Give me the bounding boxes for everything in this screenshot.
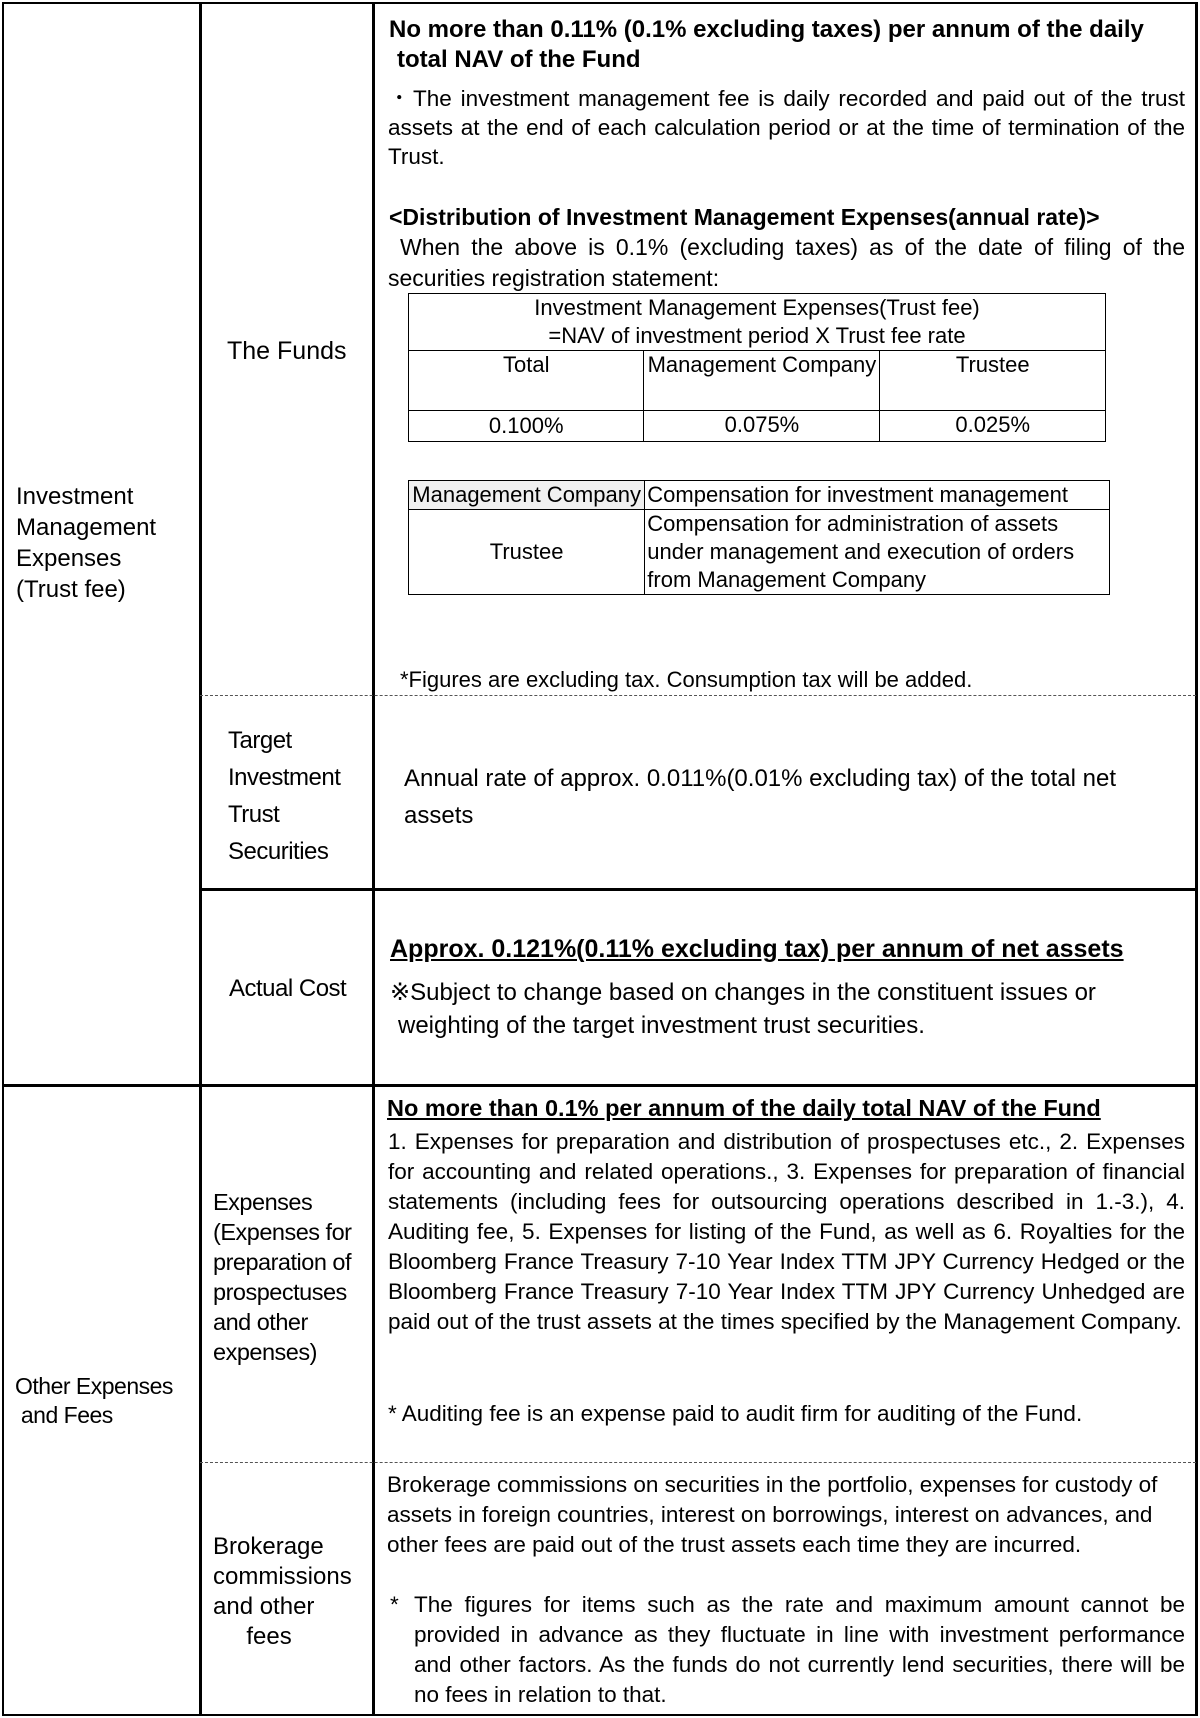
table-row	[409, 411, 1106, 442]
table-cell: Compensation for administration of assets under management and execution of orders from Management Company	[645, 510, 1110, 595]
grid-line	[1195, 2, 1198, 1716]
role-table	[408, 480, 1110, 595]
fee-distribution-table	[408, 293, 1106, 442]
row-label-the-funds: The Funds	[227, 337, 347, 365]
table-cell: 0.025%	[880, 411, 1106, 442]
distribution-subheading: <Distribution of Investment Management Expenses(annual rate)>	[389, 204, 1100, 230]
row-divider	[200, 888, 1196, 891]
target-securities-rate: Annual rate of approx. 0.011%(0.01% excluding tax) of the total net assets	[404, 765, 1117, 829]
table-cell: Compensation for investment management	[645, 481, 1110, 510]
row-label-brokerage: Brokerage commissions and other fees	[213, 1533, 352, 1650]
auditing-fee-note: * Auditing fee is an expense paid to audit firm for auditing of the Fund.	[388, 1401, 1083, 1426]
row-label-target-securities: Target Investment Trust Securities	[228, 727, 341, 865]
expenses-heading: No more than 0.1% per annum of the daily total NAV of the Fund	[387, 1095, 1101, 1121]
brokerage-text: Brokerage commissions on securities in the portfolio, expenses for custody of assets in foreign countries, interest on borrowings, interest on advances, and other fees are paid out of the trust assets each time they are incurred.	[387, 1472, 1158, 1557]
fee-table-title: Investment Management Expenses(Trust fee) =NAV of investment period X Trust fee rate	[409, 294, 1106, 351]
table-cell: Management Company	[409, 481, 645, 510]
column-header: Management Company	[644, 351, 880, 411]
section-label: Investment Management Expenses (Trust fee)	[16, 483, 157, 603]
brokerage-note-marker: *	[390, 1592, 399, 1617]
section-label: Other Expenses and Fees	[15, 1373, 173, 1428]
actual-cost-heading: Approx. 0.121%(0.11% excluding tax) per annum of net assets	[390, 935, 1124, 963]
row-divider-dashed	[200, 1462, 1196, 1463]
actual-cost-note: ※Subject to change based on changes in the constituent issues or weighting of the target investment trust securities.	[390, 979, 1096, 1039]
expenses-list: 1. Expenses for preparation and distribution of prospectuses etc., 2. Expenses for accounting and related operations., 3. Expenses for preparation of financial statements (including fees for outsourcing operations described in 1.-3.), 4. Auditing fee, 5. Expenses for listing of the Fund, as well as 6. Royalties for the Bloomberg France Treasury 7-10 Year Index TTM JPY Currency Hedged or the Bloomberg France Treasury 7-10 Year Index TTM JPY Currency Unhedged are paid out of the trust assets at the times specified by the Management Company.	[388, 1129, 1185, 1334]
distribution-intro: When the above is 0.1% (excluding taxes) as of the date of filing of the securities registration statement:	[388, 234, 1185, 291]
table-row	[409, 351, 1106, 411]
table-row	[409, 510, 1110, 595]
section-divider	[2, 1084, 1198, 1087]
row-label-actual-cost: Actual Cost	[229, 975, 347, 1002]
fee-paragraph: ・The investment management fee is daily recorded and paid out of the trust assets at the end of each calculation period or at the time of termination of the Trust.	[388, 86, 1185, 169]
tax-note: *Figures are excluding tax. Consumption tax will be added.	[400, 667, 973, 692]
grid-line	[372, 2, 375, 1716]
column-header: Total	[409, 351, 644, 411]
row-divider-dashed	[200, 695, 1196, 696]
table-row	[409, 294, 1106, 351]
table-cell: 0.100%	[409, 411, 644, 442]
fund-fee-heading: No more than 0.11% (0.1% excluding taxes) per annum of the daily total NAV of the Fund	[389, 16, 1144, 73]
grid-line	[199, 2, 202, 1716]
column-header: Trustee	[880, 351, 1106, 411]
brokerage-note: The figures for items such as the rate and maximum amount cannot be provided in advance as they fluctuate in line with investment performance and other factors. As the funds do not currently lend securities, there will be no fees in relation to that.	[414, 1592, 1185, 1707]
table-cell: 0.075%	[644, 411, 880, 442]
table-cell: Trustee	[409, 510, 645, 595]
row-label-expenses: Expenses (Expenses for preparation of prospectuses and other expenses)	[213, 1189, 352, 1365]
table-row	[409, 481, 1110, 510]
